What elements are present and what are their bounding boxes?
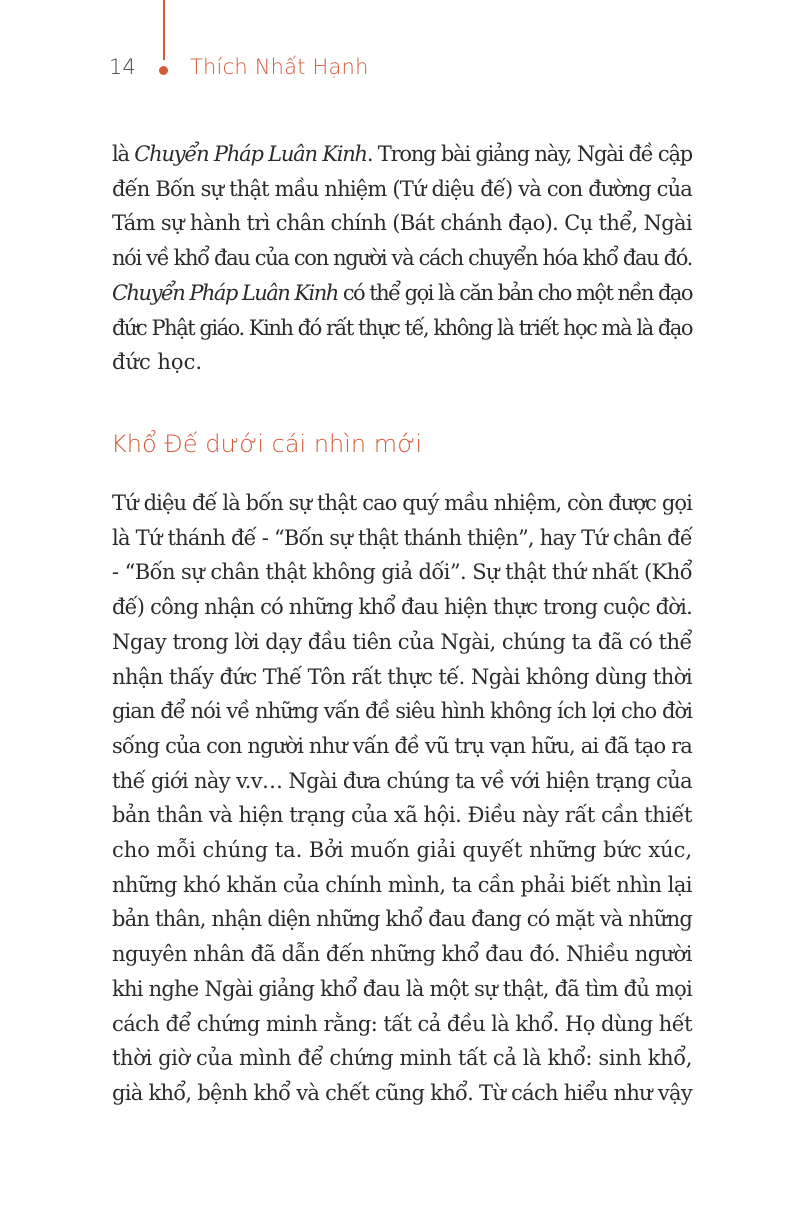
text-line: sống của con người như vấn đề vũ trụ vạn hữu, ai đã tạo ra xyxy=(112,733,692,758)
text-line: nói về khổ đau của con người và cách chuyển hóa khổ đau đó. xyxy=(112,246,692,271)
paragraph-intro xyxy=(112,137,692,380)
text-line: bản thân và hiện trạng của xã hội. Điều này rất cần thiết xyxy=(112,803,692,828)
text-line: bản thân, nhận diện những khổ đau đang có mặt và những xyxy=(112,907,692,932)
book-title-italic: Chuyển Pháp Luân Kinh xyxy=(112,280,338,305)
text-line: là Tứ thánh đế - “Bốn sự thật thánh thiện”, hay Tứ chân đế xyxy=(112,525,692,550)
text-line: già khổ, bệnh khổ và chết cũng khổ. Từ cách hiểu như vậy xyxy=(112,1080,692,1105)
text-line: Ngay trong lời dạy đầu tiên của Ngài, chúng ta đã có thể xyxy=(112,629,692,654)
text-line: cho mỗi chúng ta. Bởi muốn giải quyết những bức xúc, xyxy=(112,838,692,863)
text-line: đế) công nhận có những khổ đau hiện thực trong cuộc đời. xyxy=(112,595,692,620)
header-vertical-rule xyxy=(163,0,165,60)
page-number: 14 xyxy=(109,55,136,79)
text-line: khi nghe Ngài giảng khổ đau là một sự thật, đã tìm đủ mọi xyxy=(112,976,692,1001)
header-dot xyxy=(159,66,168,75)
text-line: đức Phật giáo. Kinh đó rất thực tế, không là triết học mà là đạo xyxy=(112,315,692,340)
text-line: gian để nói về những vấn đề siêu hình không ích lợi cho đời xyxy=(112,699,692,724)
text-line: đến Bốn sự thật mầu nhiệm (Tứ diệu đế) và con đường của xyxy=(112,176,692,201)
text-line: cách để chứng minh rằng: tất cả đều là khổ. Họ dùng hết xyxy=(112,1011,692,1036)
text-line: thời giờ của mình để chứng minh tất cả là khổ: sinh khổ, xyxy=(112,1046,692,1071)
paragraph-body xyxy=(112,486,692,1111)
text-line: - “Bốn sự chân thật không giả dối”. Sự thật thứ nhất (Khổ xyxy=(112,560,692,585)
text-line: thế giới này v.v… Ngài đưa chúng ta về với hiện trạng của xyxy=(112,768,693,793)
text-line: Chuyển Pháp Luân Kinh có thể gọi là căn bản cho một nền đạo xyxy=(112,280,693,305)
text-line: là Chuyển Pháp Luân Kinh. Trong bài giảng này, Ngài đề cập xyxy=(112,142,692,166)
text-line: Tám sự hành trì chân chính (Bát chánh đạo). Cụ thể, Ngài xyxy=(112,211,692,236)
text-line: nguyên nhân đã dẫn đến những khổ đau đó. Nhiều người xyxy=(112,942,692,967)
text-line: đức học. xyxy=(112,350,203,375)
book-title-italic: Chuyển Pháp Luân Kinh xyxy=(134,142,367,166)
text-line: Tứ diệu đế là bốn sự thật cao quý mầu nhiệm, còn được gọi xyxy=(112,491,692,515)
text-line: những khó khăn của chính mình, ta cần phải biết nhìn lại xyxy=(112,872,692,897)
section-heading: Khổ Đế dưới cái nhìn mới xyxy=(111,430,422,458)
running-header-author: Thích Nhất Hạnh xyxy=(190,55,369,79)
text-line: nhận thấy đức Thế Tôn rất thực tế. Ngài không dùng thời xyxy=(112,664,692,689)
